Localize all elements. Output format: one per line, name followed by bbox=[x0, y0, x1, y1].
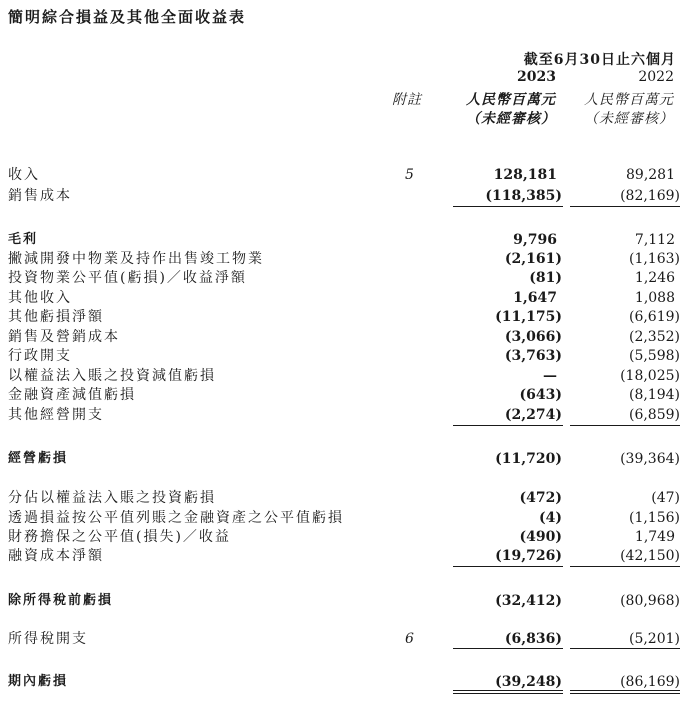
row-label: 以權益法入賬之投資減值虧損 bbox=[8, 368, 216, 384]
value-2023: (4) bbox=[539, 510, 562, 526]
row-label: 其他收入 bbox=[8, 290, 72, 306]
value-2022: (82,169) bbox=[620, 188, 680, 204]
total-double-rule-2023 bbox=[453, 690, 563, 694]
row-label: 撇減開發中物業及持作出售竣工物業 bbox=[8, 251, 264, 267]
value-2022: (8,194) bbox=[628, 387, 680, 403]
value-2023: — bbox=[543, 368, 557, 384]
table-row bbox=[0, 165, 686, 185]
row-label: 其他經營開支 bbox=[8, 407, 104, 423]
value-2023: (490) bbox=[519, 529, 562, 545]
subtotal-rule-2022 bbox=[570, 648, 680, 649]
table-row bbox=[0, 385, 686, 405]
table-row bbox=[0, 449, 686, 469]
row-label: 投資物業公平值(虧損)／收益淨額 bbox=[8, 270, 247, 286]
row-note: 5 bbox=[405, 167, 414, 183]
row-label: 透過損益按公平值列賬之金融資產之公平值虧損 bbox=[8, 510, 344, 526]
value-2022: (5,201) bbox=[628, 631, 680, 647]
value-2022: 89,281 bbox=[626, 167, 675, 183]
subtotal-rule-2022 bbox=[570, 566, 680, 567]
value-2023: (3,066) bbox=[504, 329, 562, 345]
value-2022: (1,156) bbox=[628, 510, 680, 526]
value-2022: 7,112 bbox=[634, 232, 675, 248]
value-2022: (1,163) bbox=[628, 251, 680, 267]
value-2022: (80,968) bbox=[620, 593, 680, 609]
row-note: 6 bbox=[405, 631, 414, 647]
row-label: 收入 bbox=[8, 167, 40, 183]
value-2023: (19,726) bbox=[495, 548, 562, 564]
subtotal-rule-2022 bbox=[570, 425, 680, 426]
table-row bbox=[0, 405, 686, 425]
table-row bbox=[0, 629, 686, 649]
table-row bbox=[0, 268, 686, 288]
table-row bbox=[0, 288, 686, 308]
table-row bbox=[0, 488, 686, 508]
row-label: 毛利 bbox=[8, 232, 39, 247]
row-label: 銷售成本 bbox=[8, 188, 72, 204]
subtotal-rule-2023 bbox=[453, 566, 563, 567]
audit-2022-header: （未經審核） bbox=[584, 111, 674, 127]
value-2023: (11,175) bbox=[495, 309, 562, 325]
row-label: 分佔以權益法入賬之投資虧損 bbox=[8, 490, 216, 506]
total-double-rule-2022 bbox=[570, 690, 680, 694]
value-2023: (39,248) bbox=[495, 674, 562, 690]
row-label: 行政開支 bbox=[8, 348, 72, 364]
table-row bbox=[0, 249, 686, 269]
value-2023: 128,181 bbox=[493, 167, 557, 183]
table-row bbox=[0, 186, 686, 206]
row-label: 所得稅開支 bbox=[8, 631, 88, 647]
currency-2022-header: 人民幣百萬元 bbox=[584, 92, 674, 108]
year-2022-header: 2022 bbox=[638, 69, 674, 85]
table-row bbox=[0, 672, 686, 692]
row-label: 銷售及營銷成本 bbox=[8, 329, 120, 345]
value-2023: (3,763) bbox=[504, 348, 562, 364]
row-label: 其他虧損淨額 bbox=[8, 309, 104, 325]
row-label: 財務擔保之公平值(損失)／收益 bbox=[8, 529, 231, 545]
row-label: 除所得稅前虧損 bbox=[8, 593, 114, 608]
period-header: 截至6月30日止六個月 bbox=[523, 52, 676, 68]
value-2023: 1,647 bbox=[513, 290, 557, 306]
value-2023: (118,385) bbox=[485, 188, 562, 204]
value-2022: (6,619) bbox=[628, 309, 680, 325]
row-label: 融資成本淨額 bbox=[8, 548, 104, 564]
value-2022: 1,749 bbox=[634, 529, 675, 545]
value-2023: (11,720) bbox=[495, 451, 562, 467]
value-2022: (39,364) bbox=[620, 451, 680, 467]
value-2022: (18,025) bbox=[620, 368, 680, 384]
value-2022: (86,169) bbox=[620, 674, 680, 690]
year-2023-header: 2023 bbox=[517, 69, 556, 85]
value-2022: (6,859) bbox=[628, 407, 680, 423]
subtotal-rule-2023 bbox=[453, 648, 563, 649]
table-row bbox=[0, 327, 686, 347]
subtotal-rule-2023 bbox=[453, 425, 563, 426]
table-row bbox=[0, 230, 686, 250]
value-2022: (5,598) bbox=[628, 348, 680, 364]
value-2022: (2,352) bbox=[628, 329, 680, 345]
value-2023: (2,161) bbox=[504, 251, 562, 267]
value-2022: (42,150) bbox=[620, 548, 680, 564]
row-label: 經營虧損 bbox=[8, 451, 69, 466]
row-label: 期內虧損 bbox=[8, 674, 69, 689]
table-row bbox=[0, 366, 686, 386]
note-column-header: 附註 bbox=[392, 92, 422, 108]
table-row bbox=[0, 346, 686, 366]
table-row bbox=[0, 591, 686, 611]
table-row bbox=[0, 546, 686, 566]
value-2022: 1,246 bbox=[634, 270, 675, 286]
value-2022: 1,088 bbox=[634, 290, 675, 306]
value-2023: (6,836) bbox=[504, 631, 562, 647]
row-label: 金融資產減值虧損 bbox=[8, 387, 136, 403]
subtotal-rule-2022 bbox=[570, 206, 680, 207]
value-2023: (32,412) bbox=[495, 593, 562, 609]
table-row bbox=[0, 307, 686, 327]
subtotal-rule-2023 bbox=[453, 206, 563, 207]
table-row bbox=[0, 527, 686, 547]
value-2023: (643) bbox=[519, 387, 562, 403]
value-2023: (2,274) bbox=[504, 407, 562, 423]
value-2023: (472) bbox=[519, 490, 562, 506]
audit-2023-header: （未經審核） bbox=[466, 111, 556, 127]
table-row bbox=[0, 508, 686, 528]
value-2022: (47) bbox=[651, 490, 680, 506]
statement-title: 簡明綜合損益及其他全面收益表 bbox=[8, 8, 247, 26]
currency-2023-header: 人民幣百萬元 bbox=[466, 92, 556, 108]
value-2023: 9,796 bbox=[513, 232, 557, 248]
value-2023: (81) bbox=[529, 270, 562, 286]
